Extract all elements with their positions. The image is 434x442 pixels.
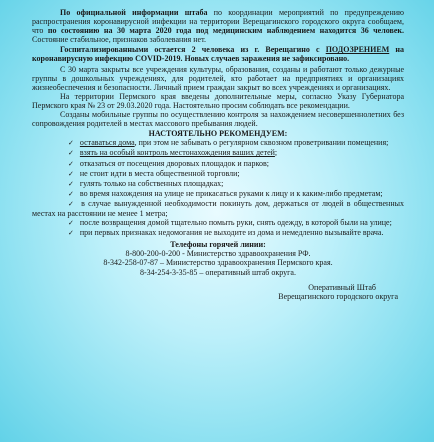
hotline-local: 8-34-254-3-35-85 – оперативный штаб округа. <box>140 267 296 277</box>
list-item-text: не стоит идти в места общественной торговли; <box>79 168 240 178</box>
list-item-text: отказаться от посещения дворовых площадок и парков; <box>79 158 269 168</box>
list-item <box>32 218 404 228</box>
intro-status: Состояние стабильное, признаков заболевания нет. <box>32 35 206 45</box>
hotline-regional: 8-342-258-07-87 – Министерство здравоохранения Пермского края. <box>103 258 333 268</box>
check-icon: ✓ <box>68 179 74 188</box>
intro-bold-lead: По официальной информации штаба <box>60 8 208 17</box>
check-icon: ✓ <box>68 189 74 198</box>
mobile-groups-paragraph: Созданы мобильные группы по осуществлению контроля за нахождением несовершеннолетних без сопровождения родителей в местах массового пребывания людей. <box>32 110 404 129</box>
list-item-text: , при этом не забывать о регулярном сквозном проветривании помещения; <box>134 138 389 148</box>
hospital-bold-tail: на коронавирусную инфекцию COVID-2019. Новых случаев заражения не зафиксировано. <box>32 45 404 64</box>
list-item-underlined: оставаться дома <box>79 138 135 148</box>
measures-paragraph: На территории Пермского края введены дополнительные меры, согласно Указу Губернатора Пермского края № 23 от 29.03.2020 года. Настоятельно просим соблюдать все рекомендации. <box>32 91 404 110</box>
check-icon: ✓ <box>68 219 74 228</box>
list-item-text: ; <box>274 148 278 158</box>
intro-bold-count: по состоянию на 30 марта 2020 года под медицинским наблюдением находится 36 человек. <box>47 26 405 36</box>
list-item-text: гулять только на собственных площадках; <box>79 178 224 188</box>
list-item-text: в случае вынужденной необходимости покинуть дом, держаться от людей в общественных местах на расстоянии не менее 1 метра; <box>32 198 404 218</box>
check-icon: ✓ <box>68 199 76 208</box>
check-icon: ✓ <box>68 229 74 238</box>
intro-text: по координации мероприятий по предупреждению распространения коронавирусной инфекции на территории Верещагинского городского округа сообщаем, что <box>32 8 404 36</box>
signature-line-1: Оперативный Штаб <box>308 282 376 292</box>
hotlines-heading: Телефоны горячей линии: <box>170 240 266 250</box>
check-icon: ✓ <box>68 149 74 158</box>
recommend-list <box>32 138 404 238</box>
suspicion-underlined: ПОДОЗРЕНИЕМ <box>325 45 390 55</box>
check-icon: ✓ <box>68 139 74 148</box>
closures-paragraph: С 30 марта закрыты все учреждения культуры, образования, созданы и работают только дежурные группы в дошкольных учреждениях, для родителей, кто работает на предприятиях и организациях жизнеобеспечения и безопасности. Личный прием граждан закрыт во всех учреждениях и организациях. <box>32 64 404 92</box>
list-item <box>32 199 404 218</box>
list-item <box>32 138 404 148</box>
hospital-bold-lead: Госпитализированными остается 2 человека из г. Верещагино с <box>60 45 326 55</box>
list-item-text: после возвращения домой тщательно помыть руки, снять одежду, в которой были на улице; <box>79 218 392 228</box>
list-item <box>32 189 404 199</box>
list-item <box>32 228 404 238</box>
list-item <box>32 169 404 179</box>
check-icon: ✓ <box>68 169 74 178</box>
intro-paragraph <box>32 8 404 44</box>
list-item-text: при первых признаках недомогания не выходите из дома и немедленно вызывайте врача. <box>79 228 384 238</box>
check-icon: ✓ <box>68 159 74 168</box>
list-item-text: во время нахождения на улице не прикасаться руками к лицу и к каким-либо предметам; <box>79 188 383 198</box>
list-item <box>32 179 404 189</box>
signature-block <box>32 283 404 301</box>
list-item <box>32 148 404 158</box>
list-item-underlined: взять на особый контроль местонахождения ваших детей <box>79 148 275 158</box>
signature-line-2: Верещагинского городского округа <box>278 291 398 301</box>
list-item <box>32 159 404 169</box>
hotline-federal: 8-800-200-0-200 - Министерство здравоохранения РФ. <box>125 249 311 259</box>
hospital-paragraph <box>32 45 404 63</box>
recommend-heading: НАСТОЯТЕЛЬНО РЕКОМЕНДУЕМ: <box>148 129 288 139</box>
